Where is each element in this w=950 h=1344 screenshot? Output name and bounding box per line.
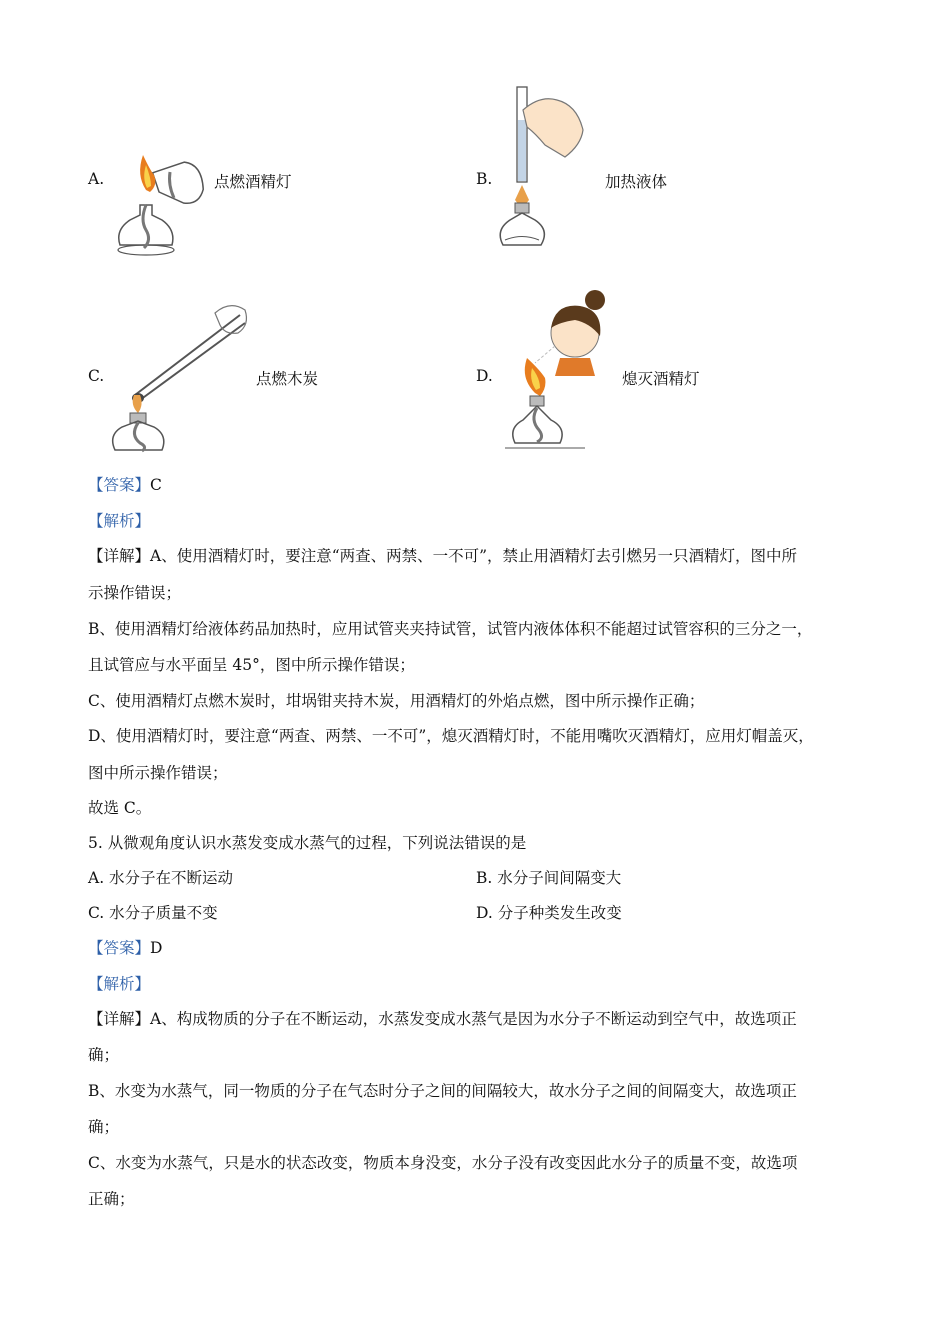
q5-stem: 5. 从微观角度认识水蒸发变成水蒸气的过程，下列说法错误的是 <box>88 834 527 852</box>
q5-line-1: 【详解】A、构成物质的分子在不断运动，水蒸发变成水蒸气是因为水分子不断运动到空气中，故选项正 <box>88 1010 797 1028</box>
q4-line-8: 故选 C。 <box>88 799 152 817</box>
q5-option-c: C. 水分子质量不变 <box>88 904 218 922</box>
q5-option-d: D. 分子种类发生改变 <box>476 904 622 922</box>
option-c-caption: 点燃木炭 <box>256 370 319 388</box>
q4-line-1: 【详解】A、使用酒精灯时，要注意“两查、两禁、一不可”，禁止用酒精灯去引燃另一只酒精灯，图中所 <box>88 547 798 565</box>
q4-line-2: 示操作错误； <box>88 584 182 602</box>
lighting-charcoal-illustration <box>110 295 255 455</box>
q5-analysis-tag: 【解析】 <box>88 975 151 993</box>
option-b-letter: B. <box>476 170 493 188</box>
q5-line-4: 确； <box>88 1118 120 1136</box>
q4-answer-tag: 【答案】 <box>88 476 151 494</box>
q5-answer <box>88 937 162 959</box>
q5-answer-value: D <box>150 939 163 957</box>
q5-option-b: B. 水分子间间隔变大 <box>476 869 622 887</box>
q5-line-2: 确； <box>88 1046 120 1064</box>
alcohol-lamp-lighting-illustration <box>110 150 210 260</box>
q5-line-5: C、水变为水蒸气，只是水的状态改变，物质本身没变，水分子没有改变因此水分子的质量不变，故选项 <box>88 1154 798 1172</box>
q4-line-5: C、使用酒精灯点燃木炭时，坩埚钳夹持木炭，用酒精灯的外焰点燃，图中所示操作正确； <box>88 692 705 710</box>
heating-liquid-illustration <box>495 85 590 250</box>
q4-line-7: 图中所示操作错误； <box>88 764 228 782</box>
blowing-out-lamp-illustration <box>505 288 620 453</box>
option-a-caption: 点燃酒精灯 <box>214 173 292 191</box>
q4-line-4: 且试管应与水平面呈 45°，图中所示操作错误； <box>88 656 415 674</box>
q4-line-3: B、使用酒精灯给液体药品加热时，应用试管夹夹持试管，试管内液体体积不能超过试管容积的三分之一， <box>88 620 813 638</box>
q5-line-6: 正确； <box>88 1190 135 1208</box>
q4-analysis-tag: 【解析】 <box>88 512 151 530</box>
q4-line-6: D、使用酒精灯时，要注意“两查、两禁、一不可”，熄灭酒精灯时，不能用嘴吹灭酒精灯，应用灯帽盖灭， <box>88 727 814 745</box>
q4-answer <box>88 474 162 496</box>
option-d-caption: 熄灭酒精灯 <box>622 370 700 388</box>
option-d-letter: D. <box>476 367 493 385</box>
q5-line-3: B、水变为水蒸气，同一物质的分子在气态时分子之间的间隔较大，故水分子之间的间隔变大，故选项正 <box>88 1082 797 1100</box>
q5-option-a: A. 水分子在不断运动 <box>88 869 234 887</box>
option-b-caption: 加热液体 <box>605 173 668 191</box>
q5-answer-tag: 【答案】 <box>88 939 151 957</box>
option-a-letter: A. <box>88 170 105 188</box>
q4-answer-value: C <box>150 476 162 494</box>
option-c-letter: C. <box>88 367 105 385</box>
